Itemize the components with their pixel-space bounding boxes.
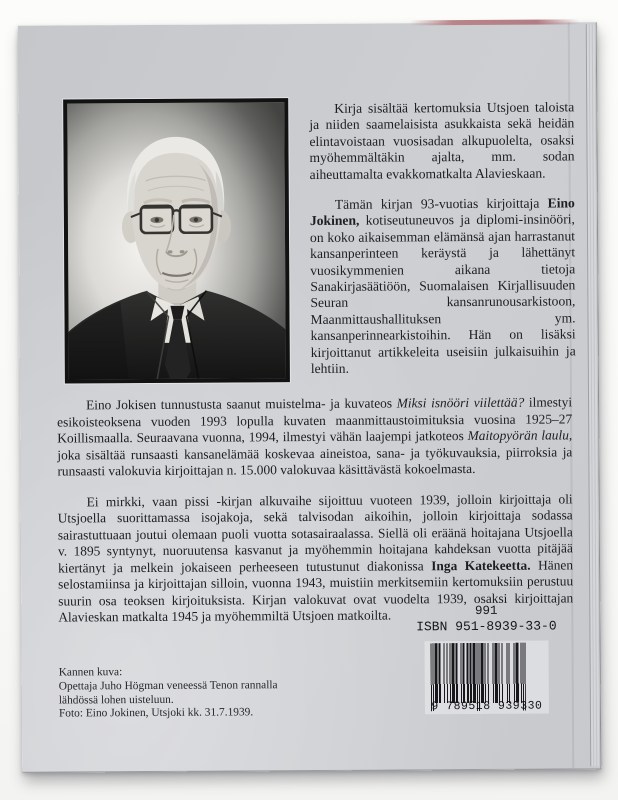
body-text-block	[57, 394, 573, 626]
isbn-text: ISBN 951-8939-33-0	[416, 618, 557, 635]
previous-works-paragraph: Eino Jokisen tunnustusta saanut muistelma- ja kuvateos Miksi isnööri viilettää? ilmestyi esikoisteoksena vuoden 1993 lopulla kuvaten maanmittaustoimituksia vuosina 1925–27 Koillismaalla. Seuraavana vuonna, 1994, ilmestyi vähän laajempi jatkoteos Maitopyörän laulu, joka sisältää runsaasti kansanelämää koskevaa aineistoa, sana- ja työkuvauksia, piirroksia ja runsaasti valokuvia kirjoittajan n. 15.000 valokuvaa käsittävästä kokoelmasta.	[57, 394, 573, 479]
caption-line: Opettaja Juho Högman veneessä Tenon rannalla	[58, 678, 278, 693]
caption-line: lähdössä lohen uisteluun.	[58, 693, 174, 707]
author-portrait-photo	[63, 98, 290, 383]
print-code: 991	[474, 603, 498, 618]
book-background-paragraph: Ei mirkki, vaan pissi -kirjan alkuvaihe sijoittuu vuoteen 1939, jolloin kirjoittaja oli Utsjoella suorittamassa isojakoja, sekä talvisodan aikoihin, jolloin kirjoittaja sodassa sairastuttuaan joutui olemaan puoli vuotta sotasairaalassa. Siellä oli eräänä hoitajana Utsjoella v. 1895 syntynyt, nuoruutensa kasvanut ja myöhemmin hoitajana kahdeksan vuotta pitäjää kiertänyt ja melkein jokaiseen perheeseen tutustunut diakonissa Inga Katekeetta. Hänen selostamiinsa ja kirjoittajan silloin, vuonna 1943, muistiin merkitsemiin kertomuksiin perustuu suurin osa teoksen kirjoituksista. Kirjan valokuvat ovat vuodelta 1939, osaksi kirjoittajan Alavieskan matkalta 1945 ja myöhemmiltä Utsjoen matkoilta.	[57, 490, 574, 625]
author-bio-paragraph: Tämän kirjan 93-vuotias kirjoittaja Eino Jokinen, kotiseutuneuvos ja diplomi-insinööri, on koko aikaisemman elämänsä ajan harrastanut kansanperinteen keräystä ja lähettänyt vuosikymmenien aikana tietoja Sanakirjasäätiöön, Suomalaisen Kirjallisuuden Seuran kansanrunousarkistoon, Maanmittaushallituksen ym. kansanperinnearkistoihin. Hän on lisäksi kirjoittanut artikkeleita useisiin julkaisuihin ja lehtiin.	[309, 195, 576, 377]
portrait-illustration	[67, 102, 286, 379]
isbn-block	[401, 603, 572, 714]
intro-paragraph: Kirja sisältää kertomuksia Utsjoen taloista ja niiden saamelaisista asukkaista sekä heidän elintavoistaan vuosisadan alkupuolelta, osaksi myöhemmältäkin ajalta, mm. sodan aiheuttamalta evakkomatkalta Alavieskaan.	[309, 99, 575, 182]
caption-line: Foto: Eino Jokinen, Utsjoki kk. 31.7.1939.	[58, 706, 254, 720]
barcode-digits: 9 789518 939330	[431, 699, 543, 714]
intro-text-column	[309, 99, 576, 377]
cover-photo-caption	[59, 665, 278, 722]
book-back-cover	[18, 22, 602, 773]
ean-barcode	[425, 641, 548, 715]
front-cover-edge	[410, 19, 580, 25]
page-edges	[586, 24, 601, 766]
caption-line: Kannen kuva:	[58, 666, 123, 679]
